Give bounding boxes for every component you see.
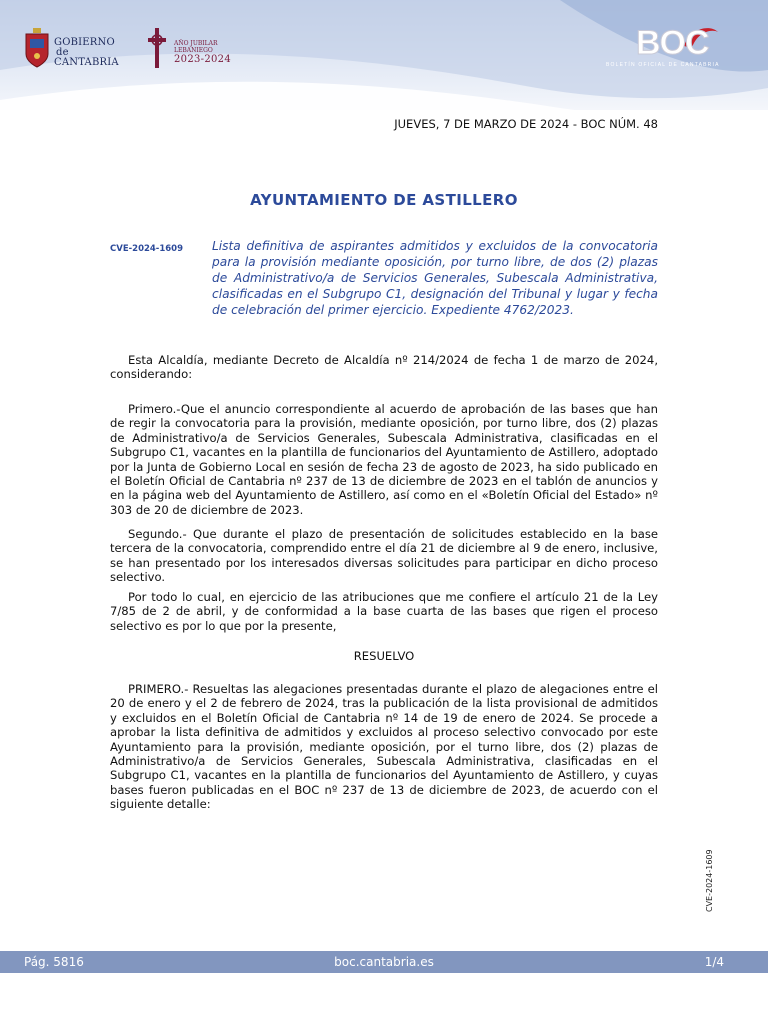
boc-logo	[600, 22, 750, 72]
entity-title: AYUNTAMIENTO DE ASTILLERO	[250, 191, 518, 209]
gobierno-line2: de	[56, 47, 69, 58]
gobierno-line1: GOBIERNO	[54, 37, 115, 48]
paragraph-considerando: Esta Alcaldía, mediante Decreto de Alcaldía nº 214/2024 de fecha 1 de marzo de 2024, considerando:	[110, 353, 658, 382]
jubilar-text	[174, 40, 231, 63]
paragraph-resuelvo-primero: PRIMERO.- Resueltas las alegaciones presentadas durante el plazo de alegaciones entre el 20 de enero y el 2 de febrero de 2024, tras la publicación de la lista provisional de admitidos y excluidos en el Boletín Oficial de Cantabria nº 14 de 19 de enero de 2024. Se procede a aprobar la lista definitiva de admitidos y excluidos al proceso selectivo convocado por este Ayuntamiento para la provisión, mediante oposición, por el turno libre, dos (2) plazas de Administrativo/a de Servicios Generales, Subescala Administrativa, clasificadas en el Subgrupo C1, vacantes en la plantilla de funcionarios del Ayuntamiento de Astillero, y cuyas bases fueron publicadas en el BOC nº 237 de 13 de diciembre de 2023, de acuerdo con el siguiente detalle:	[110, 682, 658, 812]
paragraph-segundo: Segundo.- Que durante el plazo de presentación de solicitudes establecido en la base tercera de la convocatoria, comprendido entre el día 21 de diciembre al 9 de enero, inclusive, se han presentado por los interesados diversas solicitudes para participar en dicho proceso selectivo.	[110, 527, 658, 585]
boc-name: BOC	[636, 24, 709, 62]
gobierno-text	[54, 38, 119, 68]
header-band	[0, 0, 768, 110]
footer-page-number: Pág. 5816	[24, 955, 84, 969]
paragraph-atribuciones: Por todo lo cual, en ejercicio de las atribuciones que me confiere el artículo 21 de la Ley 7/85 de 2 de abril, y de conformidad a la base cuarta de las bases que rigen el proceso selectivo es por lo que por la presente,	[110, 590, 658, 633]
side-cve-code: CVE-2024-1609	[705, 849, 714, 912]
gobierno-cantabria-logo	[24, 28, 134, 74]
footer-site-link[interactable]: boc.cantabria.es	[334, 955, 434, 969]
jubilar-years: 2023-2024	[174, 54, 231, 65]
gobierno-line3: CANTABRIA	[54, 57, 119, 68]
resuelvo-heading: RESUELVO	[353, 649, 415, 663]
issue-date-line: JUEVES, 7 DE MARZO DE 2024 - BOC NÚM. 48	[394, 117, 658, 131]
jubilar-line2: LEBANIEGO	[174, 47, 213, 54]
announcement-summary: Lista definitiva de aspirantes admitidos y excluidos de la convocatoria para la provisión mediante oposición, por turno libre, de dos (2) plazas de Administrativo/a de Servicios Generales, Subescala Administrativa, clasificadas en el Subgrupo C1, designación del Tribunal y lugar y fecha de celebración del primer ejercicio. Expediente 4762/2023.	[212, 239, 658, 317]
boc-subtitle: BOLETÍN OFICIAL DE CANTABRIA	[606, 62, 720, 68]
cve-code: CVE-2024-1609	[110, 244, 183, 254]
jubilar-line1: AÑO JUBILAR	[174, 40, 218, 47]
page-footer	[0, 951, 768, 973]
jubilar-cross-icon	[146, 26, 168, 70]
paragraph-primero: Primero.-Que el anuncio correspondiente al acuerdo de aprobación de las bases que han de regir la convocatoria para la provisión, mediante oposición, por turno libre, dos (2) plazas de Administrativo/a de Servicios Generales, Subescala Administrativa, clasificadas en el Subgrupo C1, vacantes en la plantilla de funcionarios del Ayuntamiento de Astillero, adoptado por la Junta de Gobierno Local en sesión de fecha 23 de agosto de 2023, ha sido publicado en el Boletín Oficial de Cantabria nº 237 de 13 de diciembre de 2023 en el tablón de anuncios y en la página web del Ayuntamiento de Astillero, así como en el «Boletín Oficial del Estado» nº 303 de 20 de diciembre de 2023.	[110, 402, 658, 517]
cantabria-shield-icon	[24, 28, 50, 68]
ano-jubilar-logo	[146, 26, 266, 72]
footer-page-count: 1/4	[704, 955, 724, 969]
